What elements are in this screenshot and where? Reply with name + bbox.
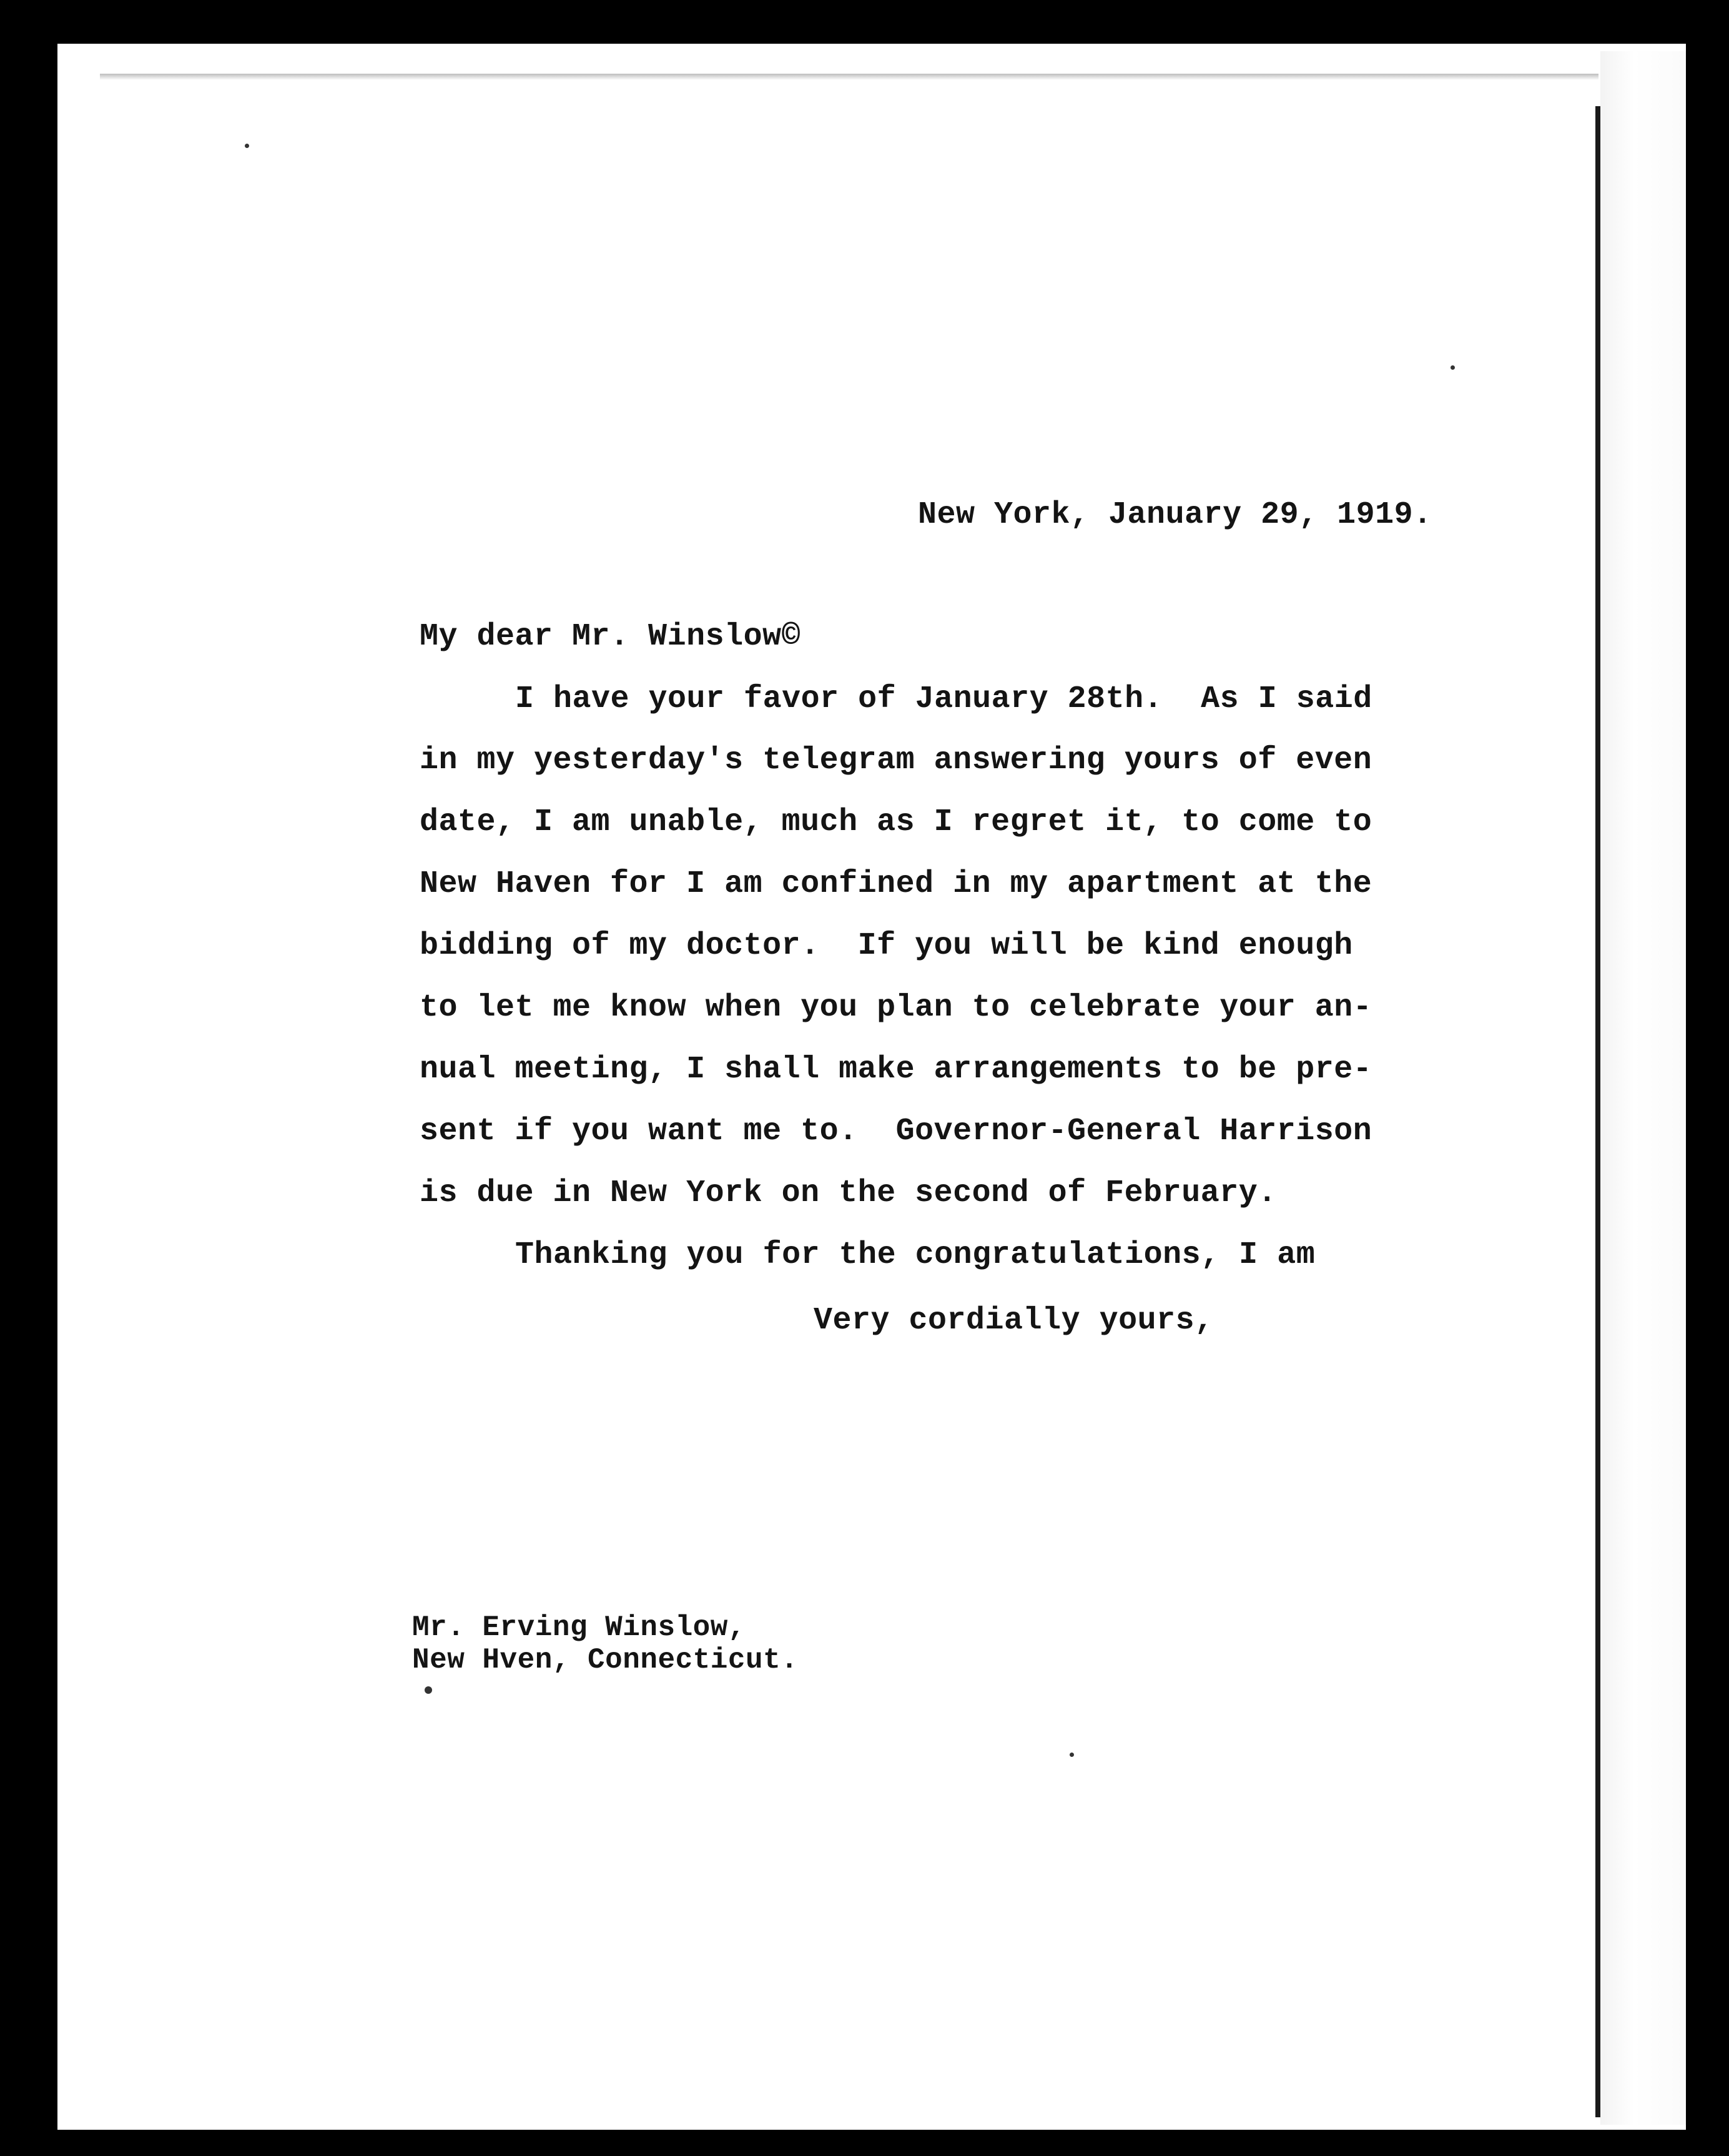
body-line: nual meeting, I shall make arrangements to be pre- xyxy=(420,1052,1372,1087)
body-line: is due in New York on the second of February. xyxy=(420,1175,1277,1211)
body-line: sent if you want me to. Governor-General Harrison xyxy=(420,1114,1372,1149)
dateline: New York, January 29, 1919. xyxy=(918,497,1432,533)
addressee-name: Mr. Erving Winslow, xyxy=(412,1611,746,1644)
body-line: New Haven for I am confined in my apartment at the xyxy=(420,866,1372,902)
addressee-location: New Hven, Connecticut. xyxy=(412,1644,799,1676)
ink-speck xyxy=(211,2105,225,2119)
body-line: I have your favor of January 28th. As I said xyxy=(515,681,1372,717)
ink-speck xyxy=(245,144,249,148)
closing-line: Thanking you for the congratulations, I am xyxy=(515,1237,1316,1273)
ink-speck xyxy=(1451,365,1455,370)
ink-speck xyxy=(1070,1753,1074,1757)
sheet-shadow xyxy=(1600,51,1686,2125)
sheet-right-edge xyxy=(1595,106,1600,2117)
sheet-top-edge xyxy=(100,74,1598,80)
complimentary-close: Very cordially yours, xyxy=(814,1303,1214,1338)
ink-speck xyxy=(425,1686,432,1694)
salutation: My dear Mr. Winslow© xyxy=(420,619,801,655)
body-line: in my yesterday's telegram answering yours of even xyxy=(420,743,1372,778)
body-line: date, I am unable, much as I regret it, to come to xyxy=(420,804,1372,840)
body-line: to let me know when you plan to celebrate your an- xyxy=(420,990,1372,1026)
body-line: bidding of my doctor. If you will be kind enough xyxy=(420,928,1353,964)
